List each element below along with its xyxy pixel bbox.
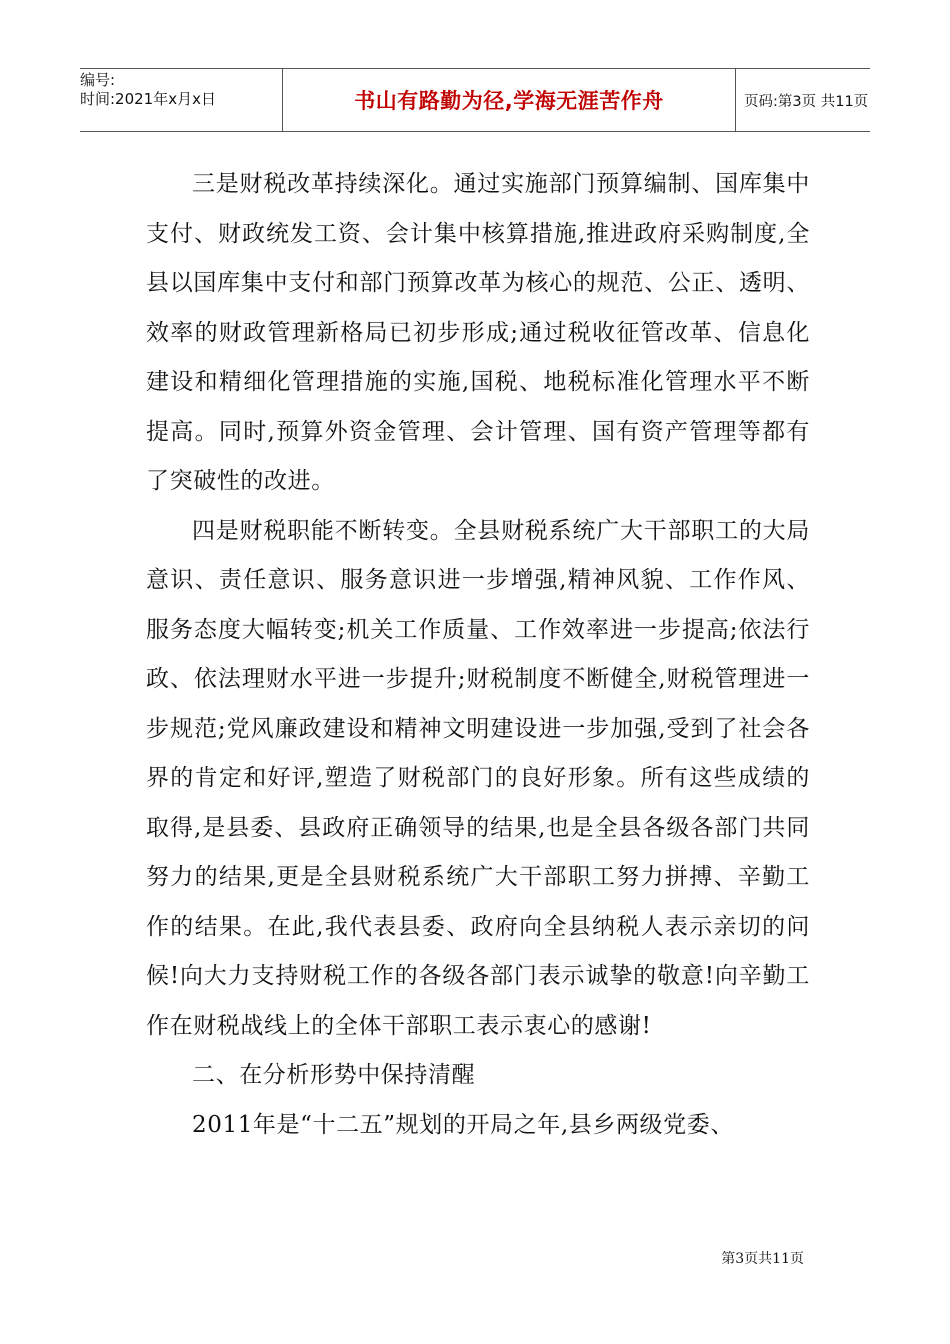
body-paragraph: 2011年是“十二五”规划的开局之年,县乡两级党委、 <box>192 1111 734 1138</box>
document-number-label: 编号: <box>80 71 116 89</box>
document-time-label: 时间:2021年x月x日 <box>80 90 216 108</box>
header-motto: 书山有路勤为径,学海无涯苦作舟 <box>354 89 664 113</box>
header-page-info: 页码:第3页 共11页 <box>744 93 869 110</box>
header-meta <box>80 69 282 131</box>
body-paragraph: 四是财税职能不断转变。全县财税系统广大干部职工的大局意识、责任意识、服务意识进一步增强,精神风貌、工作作风、服务态度大幅转变;机关工作质量、工作效率进一步提高;依法行政、依法理财水平进一步提升;财税制度不断健全,财税管理进一步规范;党风廉政建设和精神文明建设进一步加强,受到了社会各界的肯定和好评,塑造了财税部门的良好形象。所有这些成绩的取得,是县委、县政府正确领导的结果,也是全县各级各部门共同努力的结果,更是全县财税系统广大干部职工努力拼搏、辛勤工作的结果。在此,我代表县委、政府向全县纳税人表示亲切的问候!向大力支持财税工作的各级各部门表示诚挚的敬意!向辛勤工作在财税战线上的全体干部职工表示衷心的感谢! <box>146 517 810 1039</box>
header-motto-cell <box>282 69 736 131</box>
section-heading: 二、在分析形势中保持清醒 <box>192 1062 476 1088</box>
page-footer: 第3页共11页 <box>721 1251 804 1267</box>
page-header <box>80 68 870 132</box>
body-paragraph: 三是财税改革持续深化。通过实施部门预算编制、国库集中支付、财政统发工资、会计集中核算措施,推进政府采购制度,全县以国库集中支付和部门预算改革为核心的规范、公正、透明、效率的财政管理新格局已初步形成;通过税收征管改革、信息化建设和精细化管理措施的实施,国税、地税标准化管理水平不断提高。同时,预算外资金管理、会计管理、国有资产管理等都有了突破性的改进。 <box>146 171 810 494</box>
document-body <box>146 160 810 1150</box>
